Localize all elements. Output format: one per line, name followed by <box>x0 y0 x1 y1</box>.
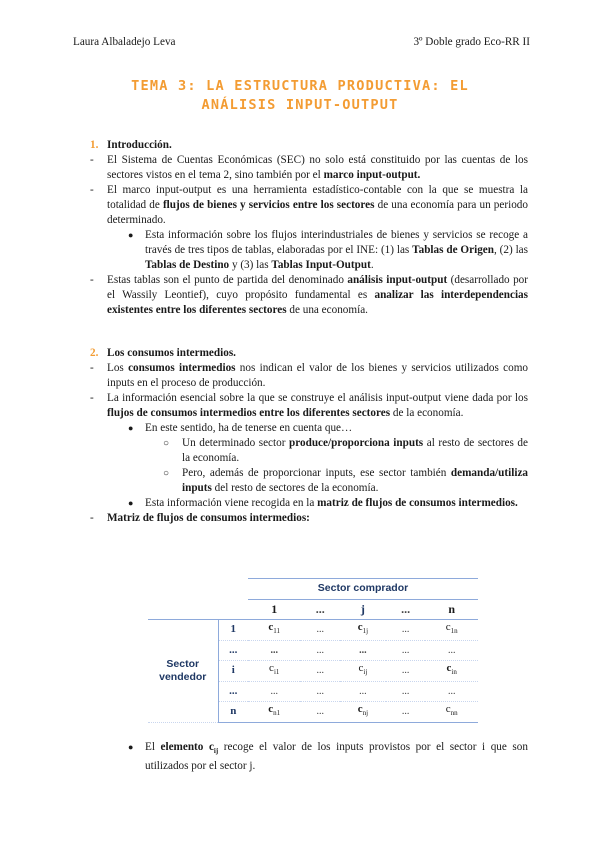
paragraph: - El marco input-output es una herramienta estadístico-contable con la que se muestra la totalidad de flujos de bienes y servicios entre los sectores de una economía para un periodo determinado. <box>90 184 528 226</box>
col-header: Sector comprador <box>248 579 478 600</box>
col-label: ... <box>386 599 426 620</box>
sub-bullet-item: ○ Un determinado sector produce/proporciona inputs al resto de sectores de la economía. <box>163 437 528 464</box>
bullet-icon: ● <box>128 742 134 752</box>
section-heading: 2. Los consumos intermedios. <box>90 347 236 359</box>
col-label: j <box>340 599 386 620</box>
table-row: i $c_{i1}$ ... $c_{ij}$ ... $c_{in}$ <box>148 661 478 682</box>
bullet-icon: ● <box>128 423 134 433</box>
table-row: ... ... ... ... ... ... <box>148 640 478 661</box>
column-labels-row <box>148 599 478 620</box>
row-header: Sector vendedor <box>148 620 218 723</box>
table-row: Sector vendedor 1 $c_{11}$ ... $c_{1j}$ ... $c_{1n}$ <box>148 620 478 641</box>
bullet-item: ● Esta información sobre los flujos interindustriales de bienes y servicios se recoge a través de tres tipos de tablas, elaboradas por el INE: (1) las Tablas de Origen, (2) las Tablas de Destino y (3) las Tablas Input-Output. <box>128 229 529 271</box>
col-label: 1 <box>248 599 300 620</box>
section-heading: 1. Introducción. <box>90 139 172 151</box>
bullet-item: ● El elemento $c_{ij}$ recoge el valor de los inputs provistos por el sector i que son utilizados por el sector j. <box>128 741 528 773</box>
bullet-item: ● Esta información viene recogida en la matriz de flujos de consumos intermedios. <box>128 497 518 509</box>
paragraph: - La información esencial sobre la que se construye el análisis input-output viene dada por los flujos de consumos intermedios entre los diferentes sectores de la economía. <box>90 392 528 419</box>
section-consumos <box>90 346 528 526</box>
circle-bullet-icon: ○ <box>163 468 170 479</box>
paragraph: - Estas tablas son el punto de partida del denominado análisis input-output (desarrollado por el Wassily Leontief), cuyo propósito fundamental es analizar las interdependencias existentes entre los diferentes sectores de una economía. <box>90 274 528 316</box>
table-row: ... ... ... ... ... ... <box>148 681 478 702</box>
section-introduccion <box>90 138 528 318</box>
col-label: n <box>425 599 478 620</box>
section-final-note <box>90 740 528 774</box>
header-course: 3º Doble grado Eco-RR II <box>413 36 530 48</box>
circle-bullet-icon: ○ <box>163 438 170 449</box>
header-author: Laura Albaladejo Leva <box>73 36 176 48</box>
paragraph: - Matriz de flujos de consumos intermedios: <box>90 512 310 524</box>
bullet-item: ● En este sentido, ha de tenerse en cuenta que… <box>128 422 353 434</box>
sub-bullet-item: ○ Pero, además de proporcionar inputs, ese sector también demanda/utiliza inputs del resto de sectores de la economía. <box>163 467 528 494</box>
bullet-icon: ● <box>128 230 134 240</box>
col-label: ... <box>300 599 340 620</box>
paragraph: - El Sistema de Cuentas Económicas (SEC) no solo está constituido por las cuentas de los sectores vistos en el tema 2, sino también por el marco input-output. <box>90 154 528 181</box>
matrix-table <box>148 578 478 742</box>
table-row: n $c_{n1}$ ... $c_{nj}$ ... $c_{nn}$ <box>148 702 478 723</box>
paragraph: - Los consumos intermedios nos indican el valor de los bienes y servicios utilizados como inputs en el proceso de producción. <box>90 362 528 389</box>
page-title: TEMA 3: LA ESTRUCTURA PRODUCTIVA: EL ANÁLISIS INPUT-OUTPUT <box>131 78 469 113</box>
bullet-icon: ● <box>128 498 134 508</box>
